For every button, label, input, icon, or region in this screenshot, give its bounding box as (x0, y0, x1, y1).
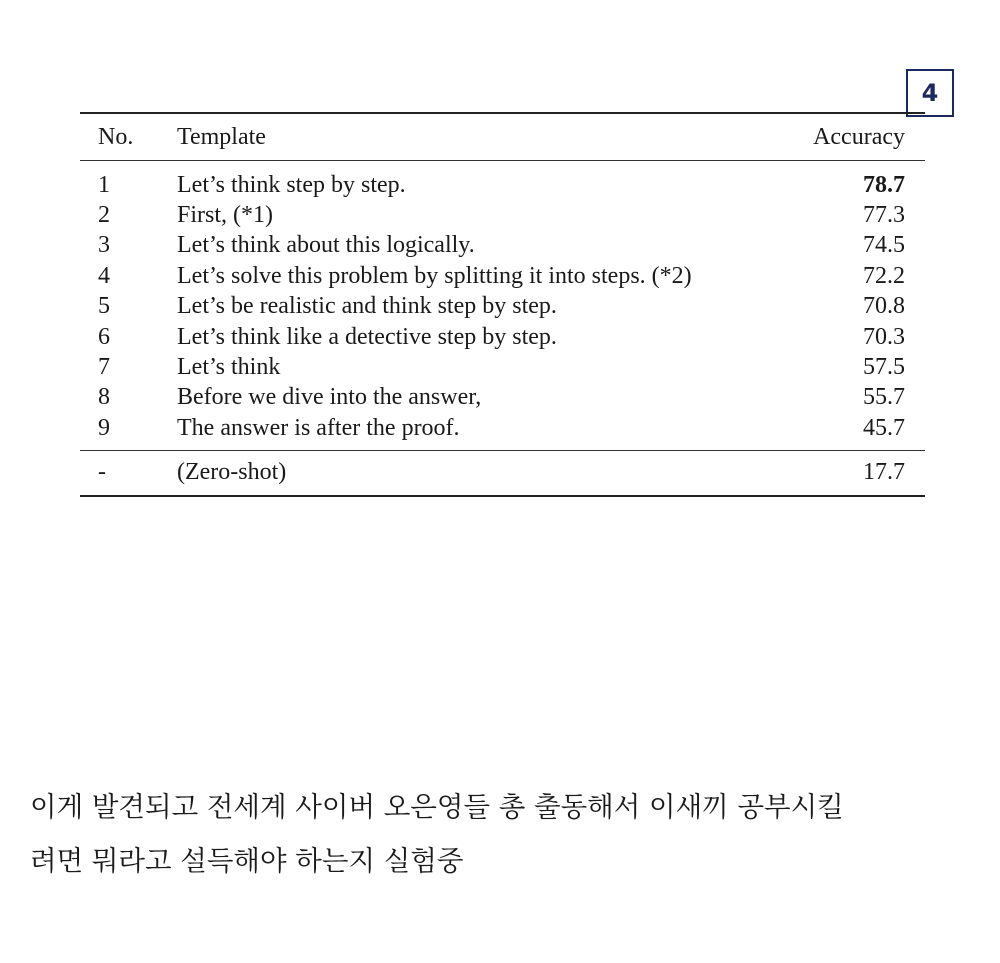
row-accuracy: 45.7 (863, 414, 905, 441)
row-accuracy: 72.2 (863, 262, 905, 289)
row-no: 8 (98, 384, 110, 411)
row-template: First, (*1) (177, 202, 273, 229)
row-no: 5 (98, 293, 110, 320)
table-row-zero-shot (80, 451, 925, 495)
row-no: 4 (98, 262, 110, 289)
row-no: 6 (98, 323, 110, 350)
row-template: The answer is after the proof. (177, 414, 460, 441)
row-template: Let’s think about this logically. (177, 232, 475, 259)
row-accuracy: 55.7 (863, 384, 905, 411)
table-row (80, 322, 925, 352)
table-row (80, 170, 925, 200)
row-template: Let’s think (177, 354, 281, 381)
row-accuracy: 17.7 (863, 459, 905, 486)
page-number-badge: 4 (906, 69, 954, 117)
table-row (80, 352, 925, 382)
row-template: (Zero-shot) (177, 459, 287, 486)
row-no: 3 (98, 232, 110, 259)
caption-line-2: 려면 뭐라고 설득해야 하는지 실험중 (30, 845, 464, 877)
row-no: 9 (98, 414, 110, 441)
row-template: Let’s be realistic and think step by step. (177, 293, 557, 320)
table-body (80, 161, 925, 450)
row-no: 2 (98, 202, 110, 229)
row-no: - (98, 459, 106, 486)
row-no: 1 (98, 171, 110, 198)
table-row (80, 413, 925, 443)
table-bottom-rule (80, 495, 925, 497)
row-template: Let’s think step by step. (177, 171, 406, 198)
row-accuracy: 70.3 (863, 323, 905, 350)
results-table (80, 112, 925, 497)
table-row (80, 200, 925, 230)
header-template: Template (177, 123, 266, 150)
caption-line-1: 이게 발견되고 전세계 사이버 오은영들 총 출동해서 이새끼 공부시킬 (30, 791, 844, 823)
row-template: Let’s solve this problem by splitting it into steps. (*2) (177, 262, 692, 289)
row-accuracy: 78.7 (863, 171, 905, 198)
table-row (80, 383, 925, 413)
caption-text (30, 780, 980, 888)
table-row (80, 292, 925, 322)
header-accuracy: Accuracy (813, 123, 905, 150)
row-no: 7 (98, 354, 110, 381)
table-row (80, 231, 925, 261)
row-template: Let’s think like a detective step by step. (177, 323, 557, 350)
row-accuracy: 74.5 (863, 232, 905, 259)
table-row (80, 261, 925, 291)
row-accuracy: 57.5 (863, 354, 905, 381)
table-header-row (80, 114, 925, 160)
row-accuracy: 77.3 (863, 202, 905, 229)
row-template: Before we dive into the answer, (177, 384, 482, 411)
row-accuracy: 70.8 (863, 293, 905, 320)
header-no: No. (98, 123, 134, 150)
